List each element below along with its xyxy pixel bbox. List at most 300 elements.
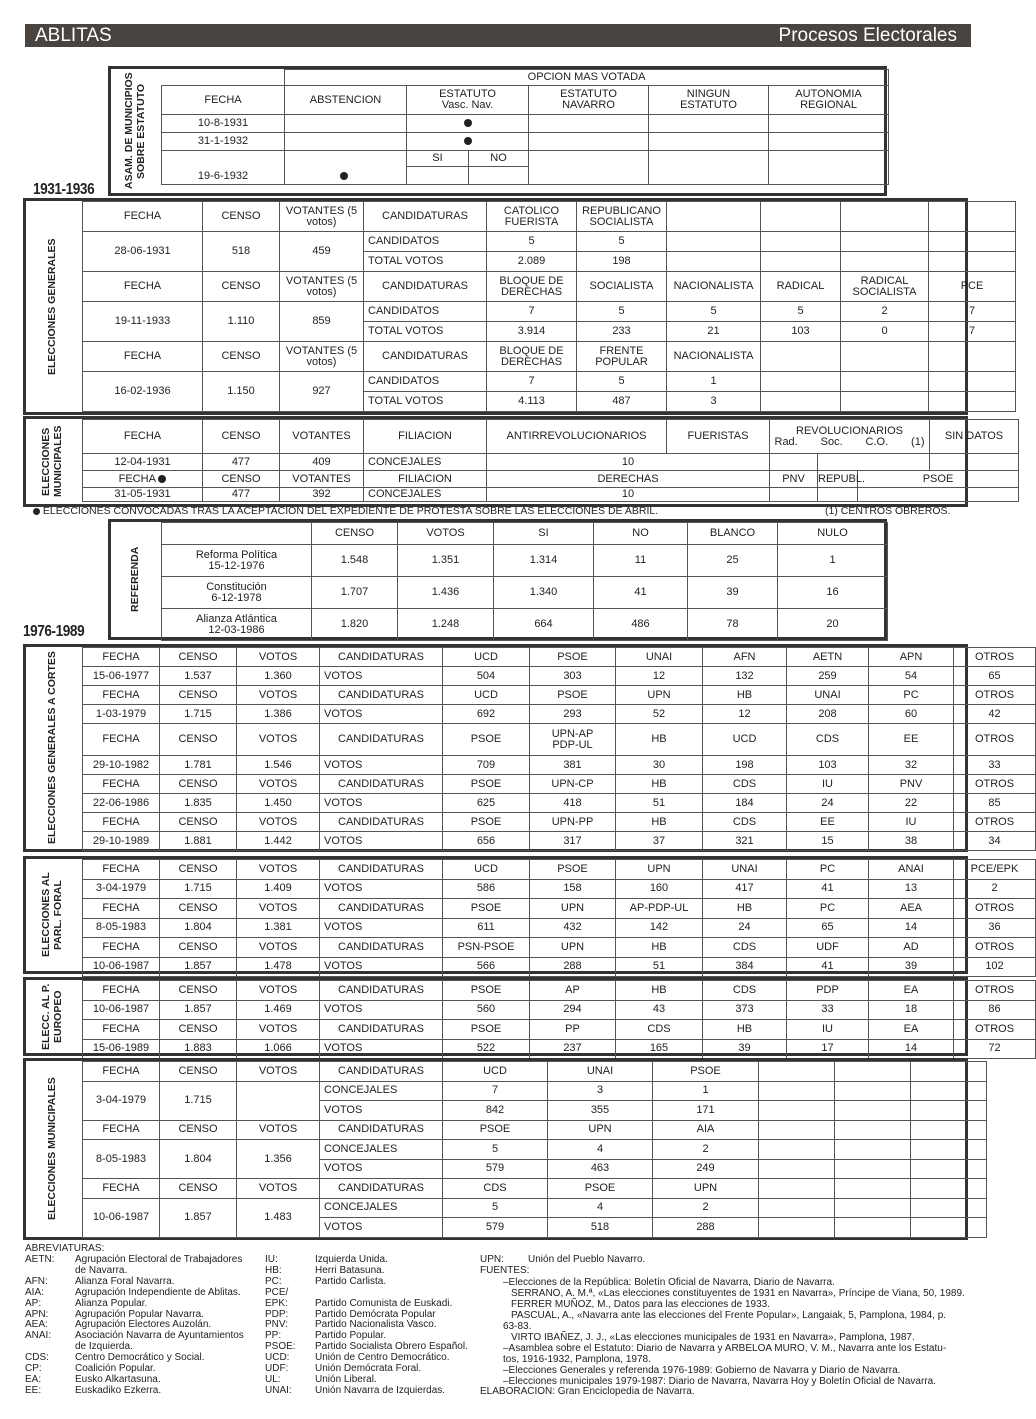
column-header: CATOLICO FUERISTA [487,202,577,232]
table-cell [769,115,889,133]
generales-1931-label: ELECCIONES GENERALES [46,238,58,375]
value-cell: VOTOS [320,1039,443,1059]
referendum-row [162,609,888,641]
value-cell: 1.360 [237,667,320,686]
table-cell [407,133,529,151]
foral-table [82,859,1036,977]
table-cell: 10 [487,454,770,471]
value-cell: 233 [577,322,667,342]
column-header: UCD [443,686,530,705]
row-label: TOTAL VOTOS [364,322,487,342]
value-cell: 293 [530,705,616,724]
abbreviation-entry: HB: Herri Batasuna. [265,1264,385,1276]
value-cell: 303 [530,667,616,686]
column-header: VOTOS [237,1020,320,1040]
value-cell: 5 [443,1198,548,1218]
value-cell: 611 [443,918,530,938]
date-cell: 3-04-1979 [83,879,160,899]
column-header: VOTOS [237,899,320,919]
value-cell: 355 [548,1101,653,1121]
column-header: UCD [443,1062,548,1082]
era-label-1931: 1931-1936 [33,181,95,198]
column-header: PSOE [530,860,616,880]
source-line: –Elecciones Generales y referenda 1976-1989: Gobierno de Navarra y Diario de Navarra. [503,1365,901,1376]
table-cell [911,1159,987,1179]
value-cell: 5 [577,372,667,392]
source-line: 63-83. [503,1321,532,1332]
column-header: SI [494,523,594,545]
table-cell [835,1140,911,1160]
value-cell [667,252,761,272]
column-header: CENSO [160,938,237,958]
referenda-label: REFERENDA [129,546,141,613]
value-cell: 0 [841,322,929,342]
value-cell: VOTOS [320,756,443,775]
table-cell [285,151,407,185]
votantes-cell: 927 [280,372,364,412]
value-cell: 5 [487,232,577,252]
column-header: UPN [530,899,616,919]
value-cell: 1.857 [160,957,237,977]
column-header: CENSO [160,1020,237,1040]
value-cell: 656 [443,832,530,851]
table-cell: FECHA [83,420,203,454]
column-header: CDS [703,938,787,958]
value-cell: 103 [787,756,869,775]
foral-panel [23,856,1019,974]
value-cell [667,232,761,252]
column-header: CANDIDATURAS [320,899,443,919]
value-cell: 22 [869,794,954,813]
column-header: OTROS [954,813,1036,832]
value-cell: 373 [703,1000,787,1020]
abbreviation-entry: AP: Alianza Popular. [25,1297,148,1309]
column-header: SOCIALISTA [577,272,667,302]
column-header: AD [869,938,954,958]
table-cell: SIN DATOS [930,420,1019,454]
table-cell: REPUBL. [818,471,858,488]
column-header: HB [616,981,703,1001]
value-cell: 1.715 [160,879,237,899]
value-cell: 418 [530,794,616,813]
column-header: VOTOS [237,1062,320,1082]
marker-dot-icon [464,119,472,127]
column-header: OTROS [954,686,1036,705]
table-cell: FILIACION [364,420,487,454]
date-cell: 10-8-1931 [162,115,285,133]
table-cell [911,1081,987,1101]
table-cell: DERECHAS [487,471,770,488]
column-header: BLANCO [688,523,778,545]
column-header: CENSO [160,724,237,756]
source-line: –Elecciones de la República: Boletín Oficial de Navarra, Diario de Navarra. [503,1277,835,1288]
value-cell: 102 [954,957,1036,977]
column-header: PCE/EPK [954,860,1036,880]
column-header: PSOE [443,813,530,832]
value-cell: 2 [841,302,929,322]
value-cell: 21 [667,322,761,342]
value-cell: VOTOS [320,667,443,686]
value-cell: 417 [703,879,787,899]
column-header: CENSO [160,813,237,832]
column-header: CENSO [160,899,237,919]
table-cell: 392 [280,488,364,502]
value-cell: 1.835 [160,794,237,813]
column-header: EE [869,724,954,756]
table-cell: PSOE [858,471,1019,488]
column-header: PSOE [443,775,530,794]
abbreviation-entry: UNAI: Unión Navarra de Izquierdas. [265,1384,446,1396]
column-header: HB [703,686,787,705]
value-cell [761,372,841,392]
municipales-1931-panel [23,416,1004,507]
value-cell: 384 [703,957,787,977]
column-header: HB [703,899,787,919]
table-cell: CENSO [203,471,280,488]
value-cell: 842 [443,1101,548,1121]
column-header: CANDIDATURAS [320,813,443,832]
column-header: FECHA [83,1020,160,1040]
abbreviation-entry: PP: Partido Popular. [265,1330,387,1342]
source-line: FERRER MUÑOZ, M., Datos para las elecciones de 1933. [511,1299,770,1310]
table-cell [649,133,769,151]
column-header: CANDIDATURAS [320,1120,443,1140]
column-header: UNAI [548,1062,653,1082]
referendum-name: Alianza Atlántica 12-03-1986 [162,609,312,641]
column-header: NINGUN ESTATUTO [649,86,769,115]
table-cell [930,454,1019,471]
row-label: CANDIDATOS [364,232,487,252]
date-cell: 28-06-1931 [83,232,203,272]
municipales-1931-table [82,419,1019,502]
value-cell: 2 [954,879,1036,899]
column-header: CANDIDATURAS [320,1020,443,1040]
column-header: IU [787,1020,869,1040]
cortes-panel [23,644,1015,852]
value-cell: 1.546 [237,756,320,775]
column-header: EE [787,813,869,832]
value-cell: 1.804 [160,918,237,938]
value-cell: 12 [616,667,703,686]
sources-list [503,1277,983,1387]
value-cell: 16 [778,577,888,609]
header-row [83,813,1036,832]
value-cell: VOTOS [320,957,443,977]
column-header: CENSO [160,860,237,880]
table-cell: FUERISTAS [667,420,770,454]
column-header: NACIONALISTA [667,342,761,372]
column-header: HB [616,938,703,958]
table-cell [469,167,529,185]
votos-cell: 1.483 [237,1198,320,1237]
table-cell [770,454,818,471]
date-row [162,133,889,151]
row-label: CONCEJALES [320,1081,443,1101]
abbreviations-title: ABREVIATURAS: [25,1243,105,1254]
column-header: CANDIDATURAS [320,686,443,705]
column-header: FECHA [83,1120,160,1140]
column-header: PSOE [653,1062,759,1082]
referenda-panel [108,519,887,640]
footnote-centros: (1) CENTROS OBREROS. [825,505,951,517]
column-header: FECHA [83,648,160,667]
value-cell: 1.436 [398,577,494,609]
column-header: FECHA [83,775,160,794]
column-header: VOTOS [398,523,494,545]
table-cell [911,1101,987,1121]
value-cell: 1.469 [237,1000,320,1020]
source-line: –Elecciones municipales 1979-1987: Diario de Navarra, Navarra Hoy y Boletín Oficial de Navarra. [503,1376,936,1387]
value-cell: 42 [954,705,1036,724]
marker-dot-icon [464,137,472,145]
value-cell: 579 [443,1218,548,1238]
column-header: NACIONALISTA [667,272,761,302]
table-cell: FILIACION [364,471,487,488]
column-header [929,342,1016,372]
abbreviation-entry: CP: Coalición Popular. [25,1363,156,1375]
header-row [162,86,889,115]
value-cell: 288 [653,1218,759,1238]
era-label-1976: 1976-1989 [23,623,85,640]
abbreviations-column-2 [265,1255,468,1397]
concejales-row [83,1140,987,1160]
table-cell: PNV [770,471,818,488]
value-cell: 171 [653,1101,759,1121]
censo-cell: 1.715 [160,1081,237,1120]
abbreviation-entry: EPK: Partido Comunista de Euskadi. [265,1297,453,1309]
table-cell [285,133,407,151]
column-header: OTROS [954,981,1036,1001]
abbreviation-entry: AETN: Agrupación Electoral de Trabajadores [25,1254,243,1265]
data-row [83,794,1036,813]
value-cell: 11 [594,545,688,577]
column-header: FECHA [83,1179,160,1199]
header-row [83,1120,987,1140]
value-cell: 54 [869,667,954,686]
column-header: FECHA [83,899,160,919]
value-cell: 51 [616,957,703,977]
value-cell: 160 [616,879,703,899]
cortes-label: ELECCIONES GENERALES A CORTES [46,651,58,845]
value-cell: 692 [443,705,530,724]
municipales-1979-table [82,1061,987,1238]
value-cell: 432 [530,918,616,938]
value-cell: 1.351 [398,545,494,577]
column-header: FECHA [83,724,160,756]
header-row [83,471,1019,488]
table-cell: 409 [280,454,364,471]
row-label: CANDIDATOS [364,372,487,392]
column-header: NO [594,523,688,545]
value-cell: 4.113 [487,392,577,412]
table-cell: 10 [487,488,770,502]
value-cell: 1.715 [160,705,237,724]
column-header: CENSO [160,775,237,794]
value-cell: 18 [869,1000,954,1020]
table-cell [529,151,649,185]
value-cell: 579 [443,1159,548,1179]
value-cell: 1 [778,545,888,577]
abbreviations-column-1 [25,1255,244,1397]
abbreviation-entry: AEA: Agrupación Electores Auzolán. [25,1319,212,1331]
column-header: ABSTENCION [285,86,407,115]
abbreviation-entry: PNV: Partido Nacionalista Vasco. [265,1319,437,1331]
column-header: CDS [703,775,787,794]
value-cell: 17 [787,1039,869,1059]
column-header: CDS [703,813,787,832]
value-cell: 52 [616,705,703,724]
row-label: CONCEJALES [320,1198,443,1218]
referendum-name: Constitución 6-12-1978 [162,577,312,609]
value-cell: 1.442 [237,832,320,851]
column-header: VOTOS [237,686,320,705]
europeo-panel [23,977,1015,1056]
column-header: UPN-AP PDP-UL [530,724,616,756]
column-header [929,202,1016,232]
referenda-table [161,522,888,641]
value-cell: 3 [667,392,761,412]
column-header: VOTANTES (5 votos) [280,342,364,372]
column-header [841,202,929,232]
column-header: VOTOS [237,981,320,1001]
column-header: PSN-PSOE [443,938,530,958]
column-header: AETN [787,648,869,667]
data-row [83,667,1036,686]
column-header: AEA [869,899,954,919]
value-cell [841,252,929,272]
value-cell: 7 [443,1081,548,1101]
column-header: UPN [653,1179,759,1199]
column-header: UCD [443,648,530,667]
header-row [83,938,1036,958]
table-cell [911,1198,987,1218]
column-header: CENSO [203,342,280,372]
column-header: UPN [616,860,703,880]
value-cell: 5 [761,302,841,322]
value-cell: 5 [577,232,667,252]
value-cell: 198 [703,756,787,775]
europeo-table [82,980,1036,1059]
data-row [83,832,1036,851]
table-cell [835,1101,911,1121]
value-cell: 13 [869,879,954,899]
column-header: OTROS [954,648,1036,667]
table-cell [649,115,769,133]
table-cell [911,1120,987,1140]
date-cell: 8-05-1983 [83,918,160,938]
table-cell [759,1179,835,1199]
value-cell: 41 [787,957,869,977]
column-header: CDS [443,1179,548,1199]
header-row [83,775,1036,794]
column-header: REPUBLICANO SOCIALISTA [577,202,667,232]
column-header: PNV [869,775,954,794]
data-row [83,454,1019,471]
source-line: tos, 1916-1932, Pamplona, 1978. [503,1354,651,1365]
column-header: CANDIDATURAS [320,775,443,794]
value-cell: 522 [443,1039,530,1059]
value-cell: 7 [487,372,577,392]
value-cell: 20 [778,609,888,641]
value-cell: 463 [548,1159,653,1179]
abbreviation-upn: UPN: Unión del Pueblo Navarro. FUENTES: [480,1254,646,1276]
value-cell: 518 [548,1218,653,1238]
column-header: ESTATUTO NAVARRO [529,86,649,115]
column-header: RADICAL [761,272,841,302]
row-label: TOTAL VOTOS [364,252,487,272]
value-cell: 32 [869,756,954,775]
column-header: VOTOS [237,813,320,832]
column-header [162,523,312,545]
value-cell: 1.548 [312,545,398,577]
value-cell: 65 [954,667,1036,686]
value-cell: 249 [653,1159,759,1179]
value-cell: 1 [667,372,761,392]
table-cell: FECHA [83,471,203,488]
table-cell [911,1218,987,1238]
column-header: CANDIDATURAS [364,202,487,232]
date-cell: 16-02-1936 [83,372,203,412]
value-cell: 142 [616,918,703,938]
column-header: CDS [703,981,787,1001]
municipales-1931-label: ELECCIONES MUNICIPALES [40,425,64,498]
value-cell: 7 [929,302,1016,322]
table-cell: VOTANTES [280,420,364,454]
table-cell [529,133,649,151]
column-header: FECHA [83,938,160,958]
abbreviation-entry: de Navarra. [75,1264,128,1276]
column-header: CANDIDATURAS [320,1179,443,1199]
column-header: UNAI [787,686,869,705]
table-cell [759,1198,835,1218]
column-header: CANDIDATURAS [320,1062,443,1082]
value-cell [929,232,1016,252]
no-label: NO [469,151,529,167]
data-row [83,1039,1036,1059]
table-cell [529,115,649,133]
value-cell: 1.409 [237,879,320,899]
header-row [162,523,888,545]
abbreviation-entry: EA: Eusko Alkartasuna. [25,1373,161,1385]
data-row [83,705,1036,724]
value-cell: 3.914 [487,322,577,342]
value-cell: 294 [530,1000,616,1020]
column-header [761,342,841,372]
date-cell: 29-10-1989 [83,832,160,851]
abbreviation-entry: de Izquierda. [75,1341,133,1353]
column-header: OTROS [954,1020,1036,1040]
foral-label: ELECCIONES AL PARL. FORAL [40,872,64,958]
municipality-title: ABLITAS [35,25,112,46]
value-cell: 1.707 [312,577,398,609]
value-cell: 34 [954,832,1036,851]
data-row [83,879,1036,899]
source-line: –Asamblea sobre el Estatuto: Diario de Navarra y ARBELOA MURO, V. M., Navarra ante los Estatu- [503,1343,947,1354]
data-row [83,756,1036,775]
column-header: VOTOS [237,860,320,880]
date-cell: 10-06-1987 [83,1198,160,1237]
value-cell: 51 [616,794,703,813]
value-cell: 5 [577,302,667,322]
value-cell: 78 [688,609,778,641]
header-row [83,860,1036,880]
column-header: OTROS [954,775,1036,794]
si-no-row [162,151,889,167]
value-cell: 85 [954,794,1036,813]
column-header: UPN [530,938,616,958]
value-cell [761,232,841,252]
data-row [83,918,1036,938]
